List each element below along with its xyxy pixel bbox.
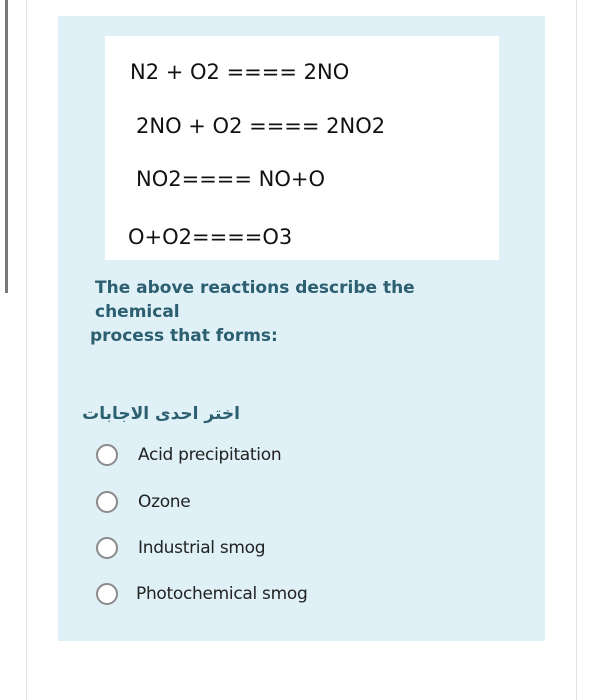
radio-button[interactable] bbox=[96, 444, 118, 466]
option-industrial-smog[interactable] bbox=[96, 533, 265, 563]
radio-button[interactable] bbox=[96, 491, 118, 513]
option-acid-precipitation[interactable] bbox=[96, 440, 281, 470]
answer-instruction: اختر احدى الاجابات bbox=[82, 404, 240, 424]
equation-4: O+O2====O3 bbox=[128, 225, 293, 249]
equation-2: 2NO + O2 ==== 2NO2 bbox=[136, 114, 386, 138]
radio-button[interactable] bbox=[96, 537, 118, 559]
option-ozone[interactable] bbox=[96, 487, 190, 517]
option-photochemical-smog[interactable] bbox=[96, 579, 307, 609]
equation-3: NO2==== NO+O bbox=[136, 167, 326, 191]
question-line-1: The above reactions describe the chemical bbox=[95, 278, 415, 322]
option-label: Acid precipitation bbox=[138, 445, 282, 465]
radio-button[interactable] bbox=[96, 583, 118, 605]
equation-1: N2 + O2 ==== 2NO bbox=[130, 60, 350, 84]
scrollbar[interactable] bbox=[5, 0, 8, 293]
option-label: Photochemical smog bbox=[136, 584, 308, 604]
question-text bbox=[90, 276, 490, 348]
question-line-2: process that forms: bbox=[90, 326, 278, 346]
option-label: Ozone bbox=[138, 492, 191, 512]
option-label: Industrial smog bbox=[138, 538, 266, 558]
